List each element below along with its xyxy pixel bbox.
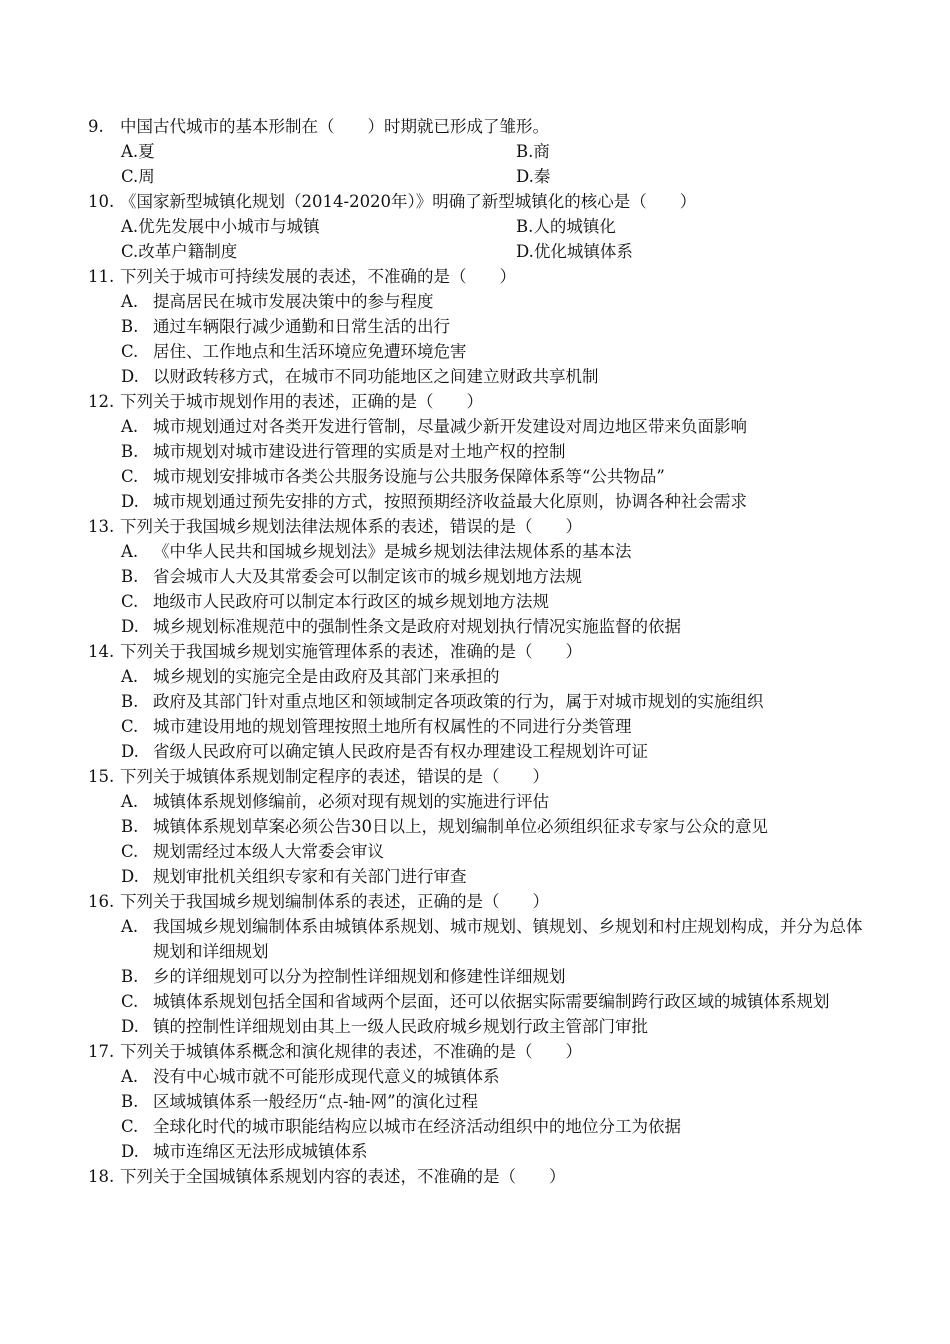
question-number: 9. [88,117,104,136]
option-b [121,564,950,589]
option-text: 地级市人民政府可以制定本行政区的城乡规划地方法规 [153,592,549,611]
option-c [121,464,950,489]
option-c: C.改革户籍制度 [121,242,238,261]
option-text: 省会城市人大及其常委会可以制定该市的城乡规划地方法规 [153,567,582,586]
option-b [121,314,950,339]
question-stem [0,264,950,289]
question-18 [0,1164,950,1189]
option-text: 城乡规划的实施完全是由政府及其部门来承担的 [153,667,500,686]
option-letter: A. [121,667,139,686]
option-text: 政府及其部门针对重点地区和领域制定各项政策的行为，属于对城市规划的实施组织 [153,692,764,711]
option-letter: C. [121,592,139,611]
option-text: 城市规划安排城市各类公共服务设施与公共服务保障体系等“公共物品” [153,467,665,486]
question-text: 下列关于我国城乡规划法律法规体系的表述，错误的是（ ） [120,517,582,536]
question-stem [0,389,950,414]
option-text: 全球化时代的城市职能结构应以城市在经济活动组织中的地位分工为依据 [153,1117,681,1136]
question-stem [0,889,950,914]
option-d [121,739,950,764]
question-10 [0,189,950,264]
option-c [121,589,950,614]
option-b [121,689,950,714]
option-d [121,1014,950,1039]
option-text: 城市连绵区无法形成城镇体系 [153,1142,368,1161]
options-list [0,289,950,389]
option-d [121,1139,950,1164]
option-d [121,864,950,889]
option-text: 城乡规划标准规范中的强制性条文是政府对规划执行情况实施监督的依据 [153,617,681,636]
option-letter: B. [121,567,139,586]
question-stem [0,1039,950,1064]
question-16 [0,889,950,1039]
question-text: 下列关于城市可持续发展的表述，不准确的是（ ） [120,267,516,286]
option-text: 规划需经过本级人大常委会审议 [153,842,384,861]
option-text: 城镇体系规划草案必须公告30日以上，规划编制单位必须组织征求专家与公众的意见 [153,817,768,836]
option-text: 城市建设用地的规划管理按照土地所有权属性的不同进行分类管理 [153,717,632,736]
option-a [121,664,950,689]
option-letter: B. [121,442,139,461]
option-letter: B. [121,692,139,711]
question-17 [0,1039,950,1164]
option-text: 没有中心城市就不可能形成现代意义的城镇体系 [153,1067,500,1086]
option-b [121,439,950,464]
question-14 [0,639,950,764]
question-number: 17. [88,1042,115,1061]
question-number: 11. [88,267,115,286]
option-text: 镇的控制性详细规划由其上一级人民政府城乡规划行政主管部门审批 [153,1017,648,1036]
question-text: 下列关于城镇体系规划制定程序的表述，错误的是（ ） [120,767,549,786]
question-text: 下列关于全国城镇体系规划内容的表述，不准确的是（ ） [120,1167,566,1186]
question-number: 13. [88,517,115,536]
question-number: 18. [88,1167,115,1186]
options-grid [0,214,950,264]
question-12 [0,389,950,514]
question-stem [0,764,950,789]
option-letter: A. [121,792,139,811]
question-number: 15. [88,767,115,786]
option-letter: C. [121,1117,139,1136]
option-letter: B. [121,817,139,836]
option-d [121,614,950,639]
option-a [121,914,950,964]
option-text: 城镇体系规划修编前，必须对现有规划的实施进行评估 [153,792,549,811]
option-text: 城市规划对城市建设进行管理的实质是对土地产权的控制 [153,442,566,461]
option-d [121,364,950,389]
option-a [121,289,950,314]
question-stem [0,189,950,214]
question-stem [0,639,950,664]
option-text: 我国城乡规划编制体系由城镇体系规划、城市规划、镇规划、乡规划和村庄规划构成，并分为总体规划和详细规划 [153,917,863,961]
option-text: 城镇体系规划包括全国和省域两个层面，还可以依据实际需要编制跨行政区域的城镇体系规划 [153,992,830,1011]
option-c: C.周 [121,167,155,186]
option-letter: D. [121,1142,139,1161]
option-letter: C. [121,717,139,736]
option-letter: C. [121,992,139,1011]
option-text: 居住、工作地点和生活环境应免遭环境危害 [153,342,467,361]
question-stem [0,114,950,139]
options-list [0,914,950,1039]
question-11 [0,264,950,389]
question-number: 16. [88,892,115,911]
options-grid [0,139,950,189]
option-letter: A. [121,917,139,936]
option-text: 区域城镇体系一般经历“点-轴-网”的演化过程 [153,1092,479,1111]
option-text: 乡的详细规划可以分为控制性详细规划和修建性详细规划 [153,967,566,986]
option-a [121,539,950,564]
option-text: 省级人民政府可以确定镇人民政府是否有权办理建设工程规划许可证 [153,742,648,761]
option-b [121,964,950,989]
option-b: B.人的城镇化 [516,217,616,236]
question-9 [0,114,950,189]
option-text: 以财政转移方式，在城市不同功能地区之间建立财政共享机制 [153,367,599,386]
option-text: 通过车辆限行减少通勤和日常生活的出行 [153,317,450,336]
question-number: 10. [88,192,115,211]
option-letter: C. [121,342,139,361]
options-list [0,539,950,639]
option-a [121,1064,950,1089]
option-c [121,714,950,739]
option-c [121,1114,950,1139]
question-number: 12. [88,392,115,411]
options-list [0,414,950,514]
question-text: 下列关于城镇体系概念和演化规律的表述，不准确的是（ ） [120,1042,582,1061]
option-b [121,1089,950,1114]
option-letter: A. [121,417,139,436]
option-letter: A. [121,292,139,311]
question-number: 14. [88,642,115,661]
question-stem [0,514,950,539]
option-letter: D. [121,492,139,511]
option-letter: C. [121,842,139,861]
option-letter: B. [121,967,139,986]
option-text: 《中华人民共和国城乡规划法》是城乡规划法律法规体系的基本法 [153,542,632,561]
option-letter: D. [121,742,139,761]
option-d [121,489,950,514]
question-page [0,114,950,1189]
option-text: 规划审批机关组织专家和有关部门进行审查 [153,867,467,886]
option-a [121,789,950,814]
question-text: 下列关于城市规划作用的表述，正确的是（ ） [120,392,483,411]
option-letter: C. [121,467,139,486]
question-text: 下列关于我国城乡规划编制体系的表述，正确的是（ ） [120,892,549,911]
question-text: 下列关于我国城乡规划实施管理体系的表述，准确的是（ ） [120,642,582,661]
options-list [0,789,950,889]
option-letter: D. [121,867,139,886]
option-letter: A. [121,1067,139,1086]
option-letter: A. [121,542,139,561]
question-text: 《国家新型城镇化规划（2014-2020年）》明确了新型城镇化的核心是（ ） [120,192,697,211]
option-letter: D. [121,617,139,636]
question-stem [0,1164,950,1189]
question-15 [0,764,950,889]
option-a: A.夏 [121,142,155,161]
option-text: 提高居民在城市发展决策中的参与程度 [153,292,434,311]
option-a [121,414,950,439]
option-text: 城市规划通过对各类开发进行管制，尽量减少新开发建设对周边地区带来负面影响 [153,417,747,436]
option-b: B.商 [516,142,550,161]
option-letter: B. [121,1092,139,1111]
question-13 [0,514,950,639]
question-text: 中国古代城市的基本形制在（ ）时期就已形成了雏形。 [120,117,549,136]
option-c [121,339,950,364]
option-c [121,989,950,1014]
option-d: D.秦 [516,167,551,186]
option-letter: B. [121,317,139,336]
option-b [121,814,950,839]
option-letter: D. [121,367,139,386]
option-a: A.优先发展中小城市与城镇 [121,217,320,236]
option-letter: D. [121,1017,139,1036]
option-text: 城市规划通过预先安排的方式，按照预期经济收益最大化原则，协调各种社会需求 [153,492,747,511]
option-c [121,839,950,864]
option-d: D.优化城镇体系 [516,242,633,261]
options-list [0,1064,950,1164]
options-list [0,664,950,764]
